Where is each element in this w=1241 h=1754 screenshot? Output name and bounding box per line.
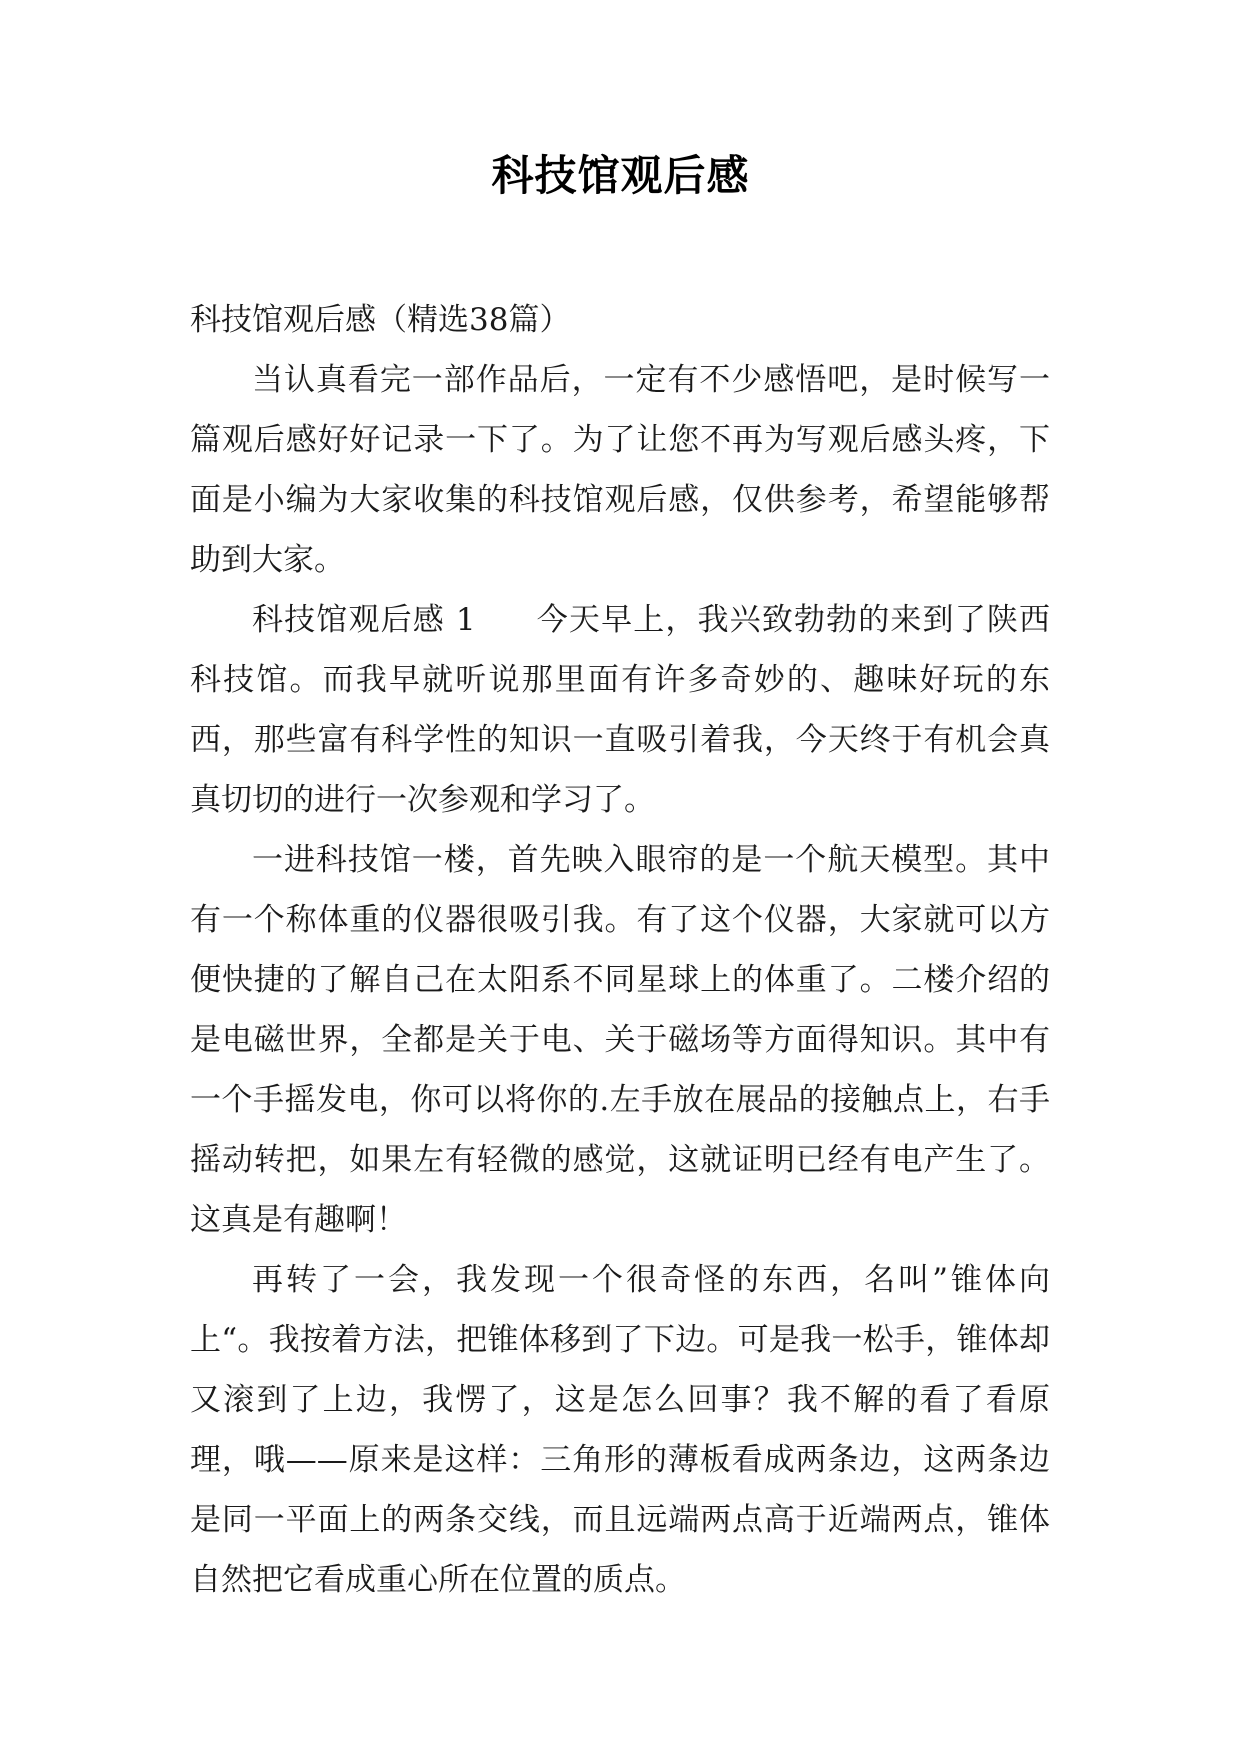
essay1-paragraph-2: 一进科技馆一楼，首先映入眼帘的是一个航天模型。其中有一个称体重的仪器很吸引我。有了这个仪器，大家就可以方便快捷的了解自己在太阳系不同星球上的体重了。二楼介绍的是电磁世界，全都是关于电、关于磁场等方面得知识。其中有一个手摇发电，你可以将你的.左手放在展品的接触点上，右手摇动转把，如果左有轻微的感觉，这就证明已经有电产生了。这真是有趣啊！ [190, 842, 1050, 1238]
essay1-paragraph-3: 再转了一会，我发现一个很奇怪的东西，名叫”锥体向上“。我按着方法，把锥体移到了下边。可是我一松手，锥体却又滚到了上边，我愣了，这是怎么回事？我不解的看了看原理，哦——原来是这样：三角形的薄板看成两条边，这两条边是同一平面上的两条交线，而且远端两点高于近端两点，锥体自然把它看成重心所在位置的质点。 [190, 1262, 1050, 1598]
document-title: 科技馆观后感 [491, 151, 750, 200]
document-subtitle: 科技馆观后感（精选38篇） [190, 302, 571, 338]
essay1-heading: 科技馆观后感 1 [252, 602, 476, 638]
essay1-paragraph-1-text: 今天早上，我兴致勃勃的来到了陕西科技馆。而我早就听说那里面有许多奇妙的、趣味好玩的东西，那些富有科学性的知识一直吸引着我，今天终于有机会真真切切的进行一次参观和学习了。 [190, 602, 1051, 818]
essay1-paragraph-1 [190, 590, 1050, 830]
intro-paragraph: 当认真看完一部作品后，一定有不少感悟吧，是时候写一篇观后感好好记录一下了。为了让您不再为写观后感头疼，下面是小编为大家收集的科技馆观后感，仅供参考，希望能够帮助到大家。 [190, 362, 1050, 578]
document-body [190, 290, 1050, 1610]
